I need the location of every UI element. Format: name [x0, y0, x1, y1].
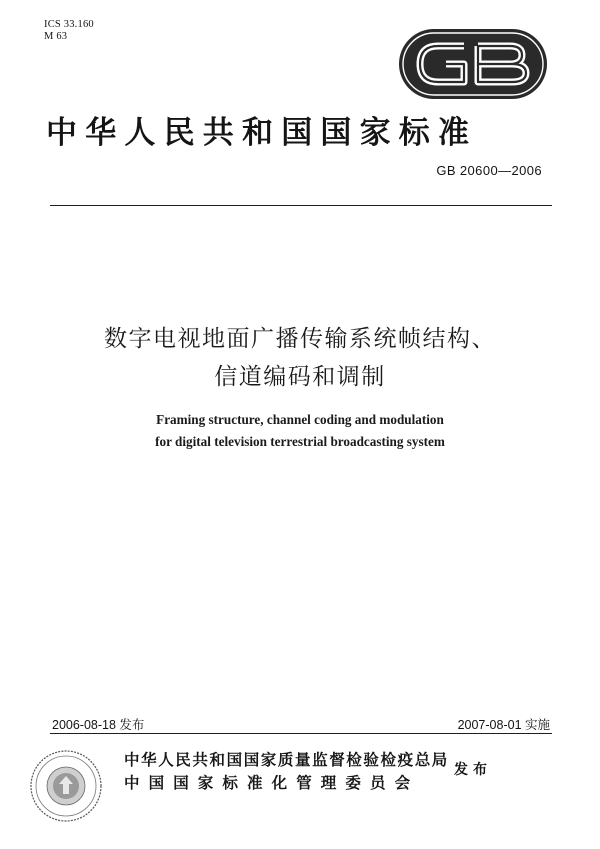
chinese-title-line-1: 数字电视地面广播传输系统帧结构、 [104, 326, 496, 352]
standard-number: GB 20600—2006 [436, 163, 542, 178]
anti-counterfeit-seal-icon [28, 748, 104, 824]
ccs-code: M 63 [44, 31, 68, 42]
classification-codes [44, 19, 94, 43]
gb-standard-logo-icon [398, 28, 548, 100]
english-title-line-1: Framing structure, channel coding and modulation [156, 412, 444, 427]
issuer-sac: 中国国家标准化管理委员会 [124, 774, 420, 792]
publish-label: 发布 [454, 762, 492, 778]
national-standard-heading: 中华人民共和国国家标准 [46, 115, 478, 151]
ics-code: ICS 33.160 [44, 19, 94, 30]
issue-date: 2006-08-18 发布 [52, 718, 145, 732]
implementation-date: 2007-08-01 实施 [457, 718, 550, 732]
top-divider [50, 205, 552, 206]
issuer-aqsiq: 中华人民共和国国家质量监督检验检疫总局 [124, 751, 449, 769]
english-title-line-2: for digital television terrestrial broadcasting system [155, 434, 445, 449]
bottom-divider [50, 733, 552, 734]
chinese-title-line-2: 信道编码和调制 [214, 364, 386, 390]
